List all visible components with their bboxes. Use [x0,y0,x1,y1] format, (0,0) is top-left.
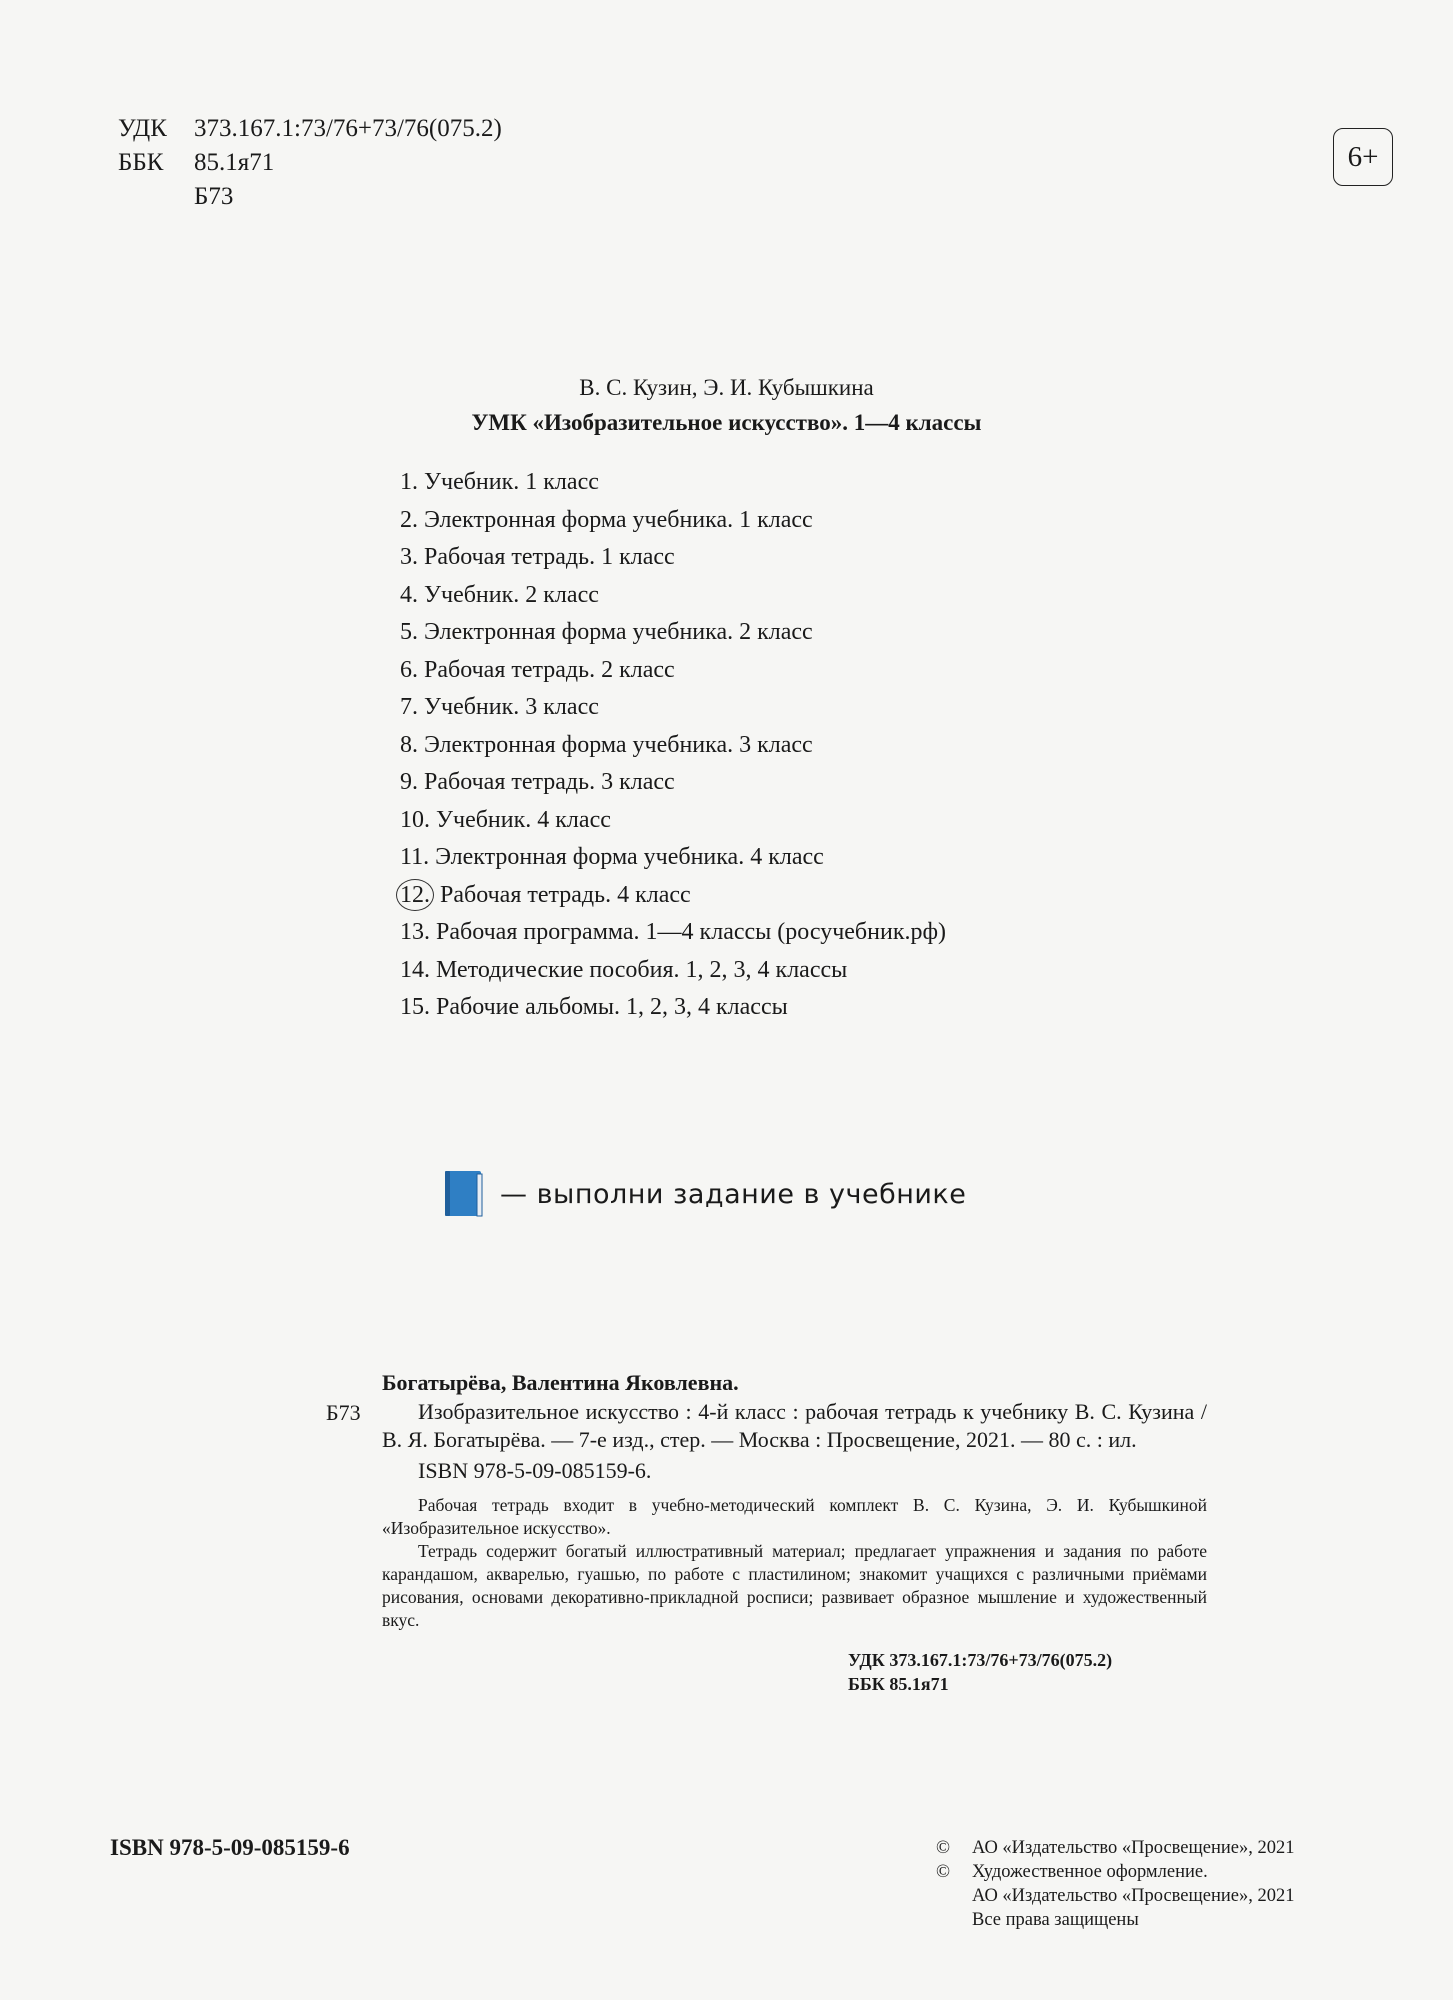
list-item-number: 4. [400,581,418,608]
copyright-text: Художественное оформление. [972,1862,1208,1882]
list-item-number: 13. [400,919,430,945]
list-item [400,502,946,540]
list-item-text: Электронная форма учебника. 4 класс [435,844,824,870]
list-item-circled [400,877,946,915]
list-item-number: 14. [400,956,430,983]
udk-value: 373.167.1:73/76+73/76(075.2) [194,115,502,142]
list-item-number: 9. [400,769,418,795]
catalog-udk: УДК 373.167.1:73/76+73/76(075.2) [848,1650,1113,1670]
list-item-text: Учебник. 2 класс [424,581,599,608]
list-item-text: Рабочие альбомы. 1, 2, 3, 4 классы [436,994,788,1020]
bbk-value: 85.1я71 [194,149,275,176]
list-item-text: Учебник. 1 класс [424,469,599,495]
copyright-text: АО «Издательство «Просвещение», 2021 [972,1838,1295,1858]
catalog-annotation [382,1494,1207,1632]
list-item [400,689,946,727]
list-item-text: Рабочая тетрадь. 3 класс [424,769,675,795]
list-item [400,989,946,1027]
list-item [400,802,946,840]
list-item-number: 2. [400,506,418,533]
catalog-description: Изобразительное искусство : 4-й класс : рабочая тетрадь к учебнику В. С. Кузина / В. Я. Богатырёва. — 7-е изд., стер. — Москва : Просвещение, 2021. — 80 с. : ил. [382,1399,1207,1452]
list-item-text: Электронная форма учебника. 1 класс [424,506,813,533]
annotation-paragraph: Тетрадь содержит богатый иллюстративный материал; предлагает упражнения и задания по работе карандашом, акварелью, гуашью, по работе с пластилином; знакомит учащихся с различными приёмами рисования, основами декоративно-прикладной росписи; развивает образное мышление и художественный вкус. [382,1541,1207,1630]
list-item-number: 1. [400,469,418,495]
catalog-card [326,1368,1207,1696]
list-item-number: 6. [400,656,418,683]
author-mark: Б73 [194,183,234,210]
list-item-text: Рабочая тетрадь. 1 класс [424,544,675,570]
list-item-text: Электронная форма учебника. 2 класс [424,619,813,645]
copyright-block [936,1836,1295,1932]
list-item-number: 7. [400,694,418,720]
bbk-line [118,146,502,180]
list-item-number: 15. [400,994,430,1020]
list-item [400,614,946,652]
catalog-code: Б73 [326,1400,361,1425]
list-item-text: Методические пособия. 1, 2, 3, 4 классы [436,956,848,983]
legend [444,1170,966,1218]
list-item-number: 10. [400,806,430,833]
list-item [400,464,946,502]
list-item [400,539,946,577]
umk-authors: В. С. Кузин, Э. И. Кубышкина [579,375,874,400]
list-item-text: Рабочая программа. 1—4 классы (росучебник.рф) [436,919,947,945]
annotation-paragraph: Рабочая тетрадь входит в учебно-методический комплект В. С. Кузина, Э. И. Кубышкиной «Изобразительное искусство». [382,1495,1207,1538]
copyright-line [936,1860,1295,1884]
list-item [400,914,946,952]
bbk-label: ББК [118,149,164,176]
catalog-author: Богатырёва, Валентина Яковлевна. [382,1370,739,1395]
list-item [400,839,946,877]
rights-reserved: Все права защищены [972,1910,1139,1930]
list-item-text: Учебник. 4 класс [436,806,611,833]
list-item-text: Рабочая тетрадь. 2 класс [424,656,675,683]
list-item-number: 11. [400,844,430,870]
list-item-number: 5. [400,619,418,645]
list-item-number: 3. [400,544,418,570]
age-rating-badge: 6+ [1333,128,1393,186]
catalog-bbk: ББК 85.1я71 [848,1674,949,1694]
copyright-symbol: © [936,1838,951,1858]
umk-list [400,464,946,1027]
list-item [400,952,946,990]
list-item-number-circled: 12. [396,879,434,911]
list-item-text: Учебник. 3 класс [424,694,599,720]
copyright-text: АО «Издательство «Просвещение», 2021 [972,1886,1295,1906]
udk-bbk-block [118,112,502,214]
legend-text: — выполни задание в учебнике [500,1178,967,1210]
udk-line [118,112,502,146]
copyright-symbol: © [936,1862,951,1882]
list-item-number: 8. [400,731,418,758]
list-item [400,577,946,615]
catalog-isbn: ISBN 978-5-09-085159-6. [418,1458,652,1483]
list-item-text: Рабочая тетрадь. 4 класс [440,881,691,908]
book-icon [444,1170,484,1218]
list-item [400,764,946,802]
udk-label: УДК [118,115,167,142]
list-item [400,652,946,690]
umk-title: УМК «Изобразительное искусство». 1—4 классы [471,410,982,435]
copyright-line [936,1836,1295,1860]
list-item [400,727,946,765]
isbn-footer: ISBN 978-5-09-085159-6 [110,1835,350,1860]
list-item-text: Электронная форма учебника. 3 класс [424,731,813,758]
catalog-codes [382,1648,1207,1696]
